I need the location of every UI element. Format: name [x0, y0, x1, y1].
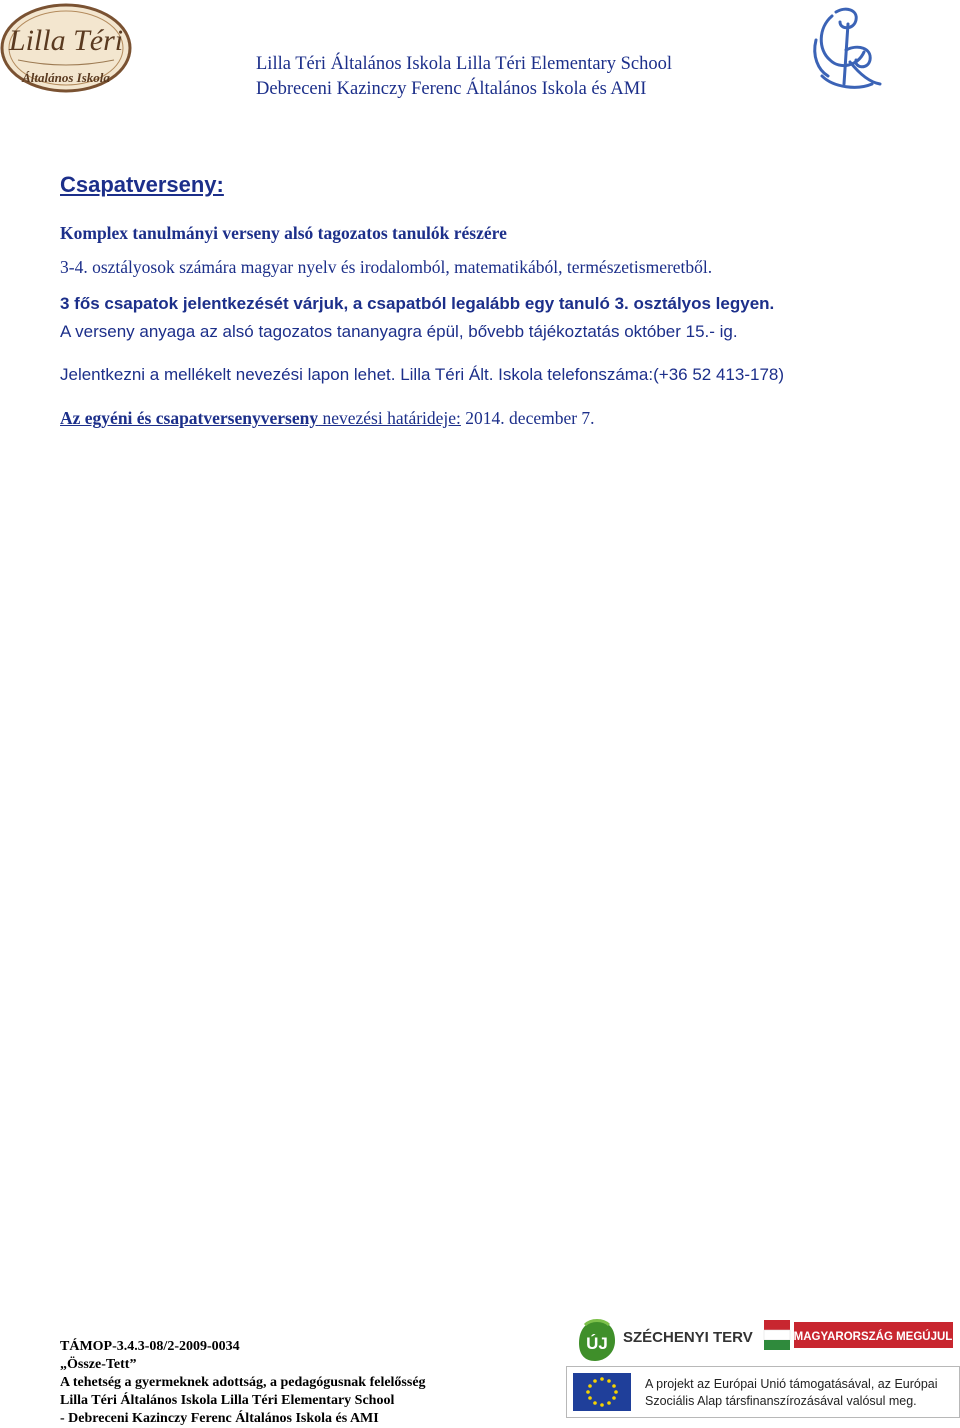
logo-text-bottom: Általános Iskola [22, 70, 110, 85]
footer-motto: A tehetség a gyermeknek adottság, a pedagógusnak felelősség [60, 1375, 426, 1390]
banner-label: MAGYARORSZÁG MEGÚJUL [793, 1331, 953, 1343]
header-block [256, 52, 776, 102]
deadline-bold-text: Az egyéni és csapatversenyverseny [60, 408, 319, 428]
info-line-grades: 3-4. osztályosok számára magyar nyelv és irodalomból, matematikából, természetismeretből. [60, 257, 713, 277]
deadline-line [60, 408, 595, 429]
footer-school-subname: - Debreceni Kazinczy Ferenc Általános Iskola és AMI [60, 1411, 379, 1426]
footer-project-name: „Össze-Tett” [60, 1357, 137, 1372]
eu-funding-notice [566, 1366, 960, 1418]
magyarorszag-megujul-banner [762, 1316, 955, 1354]
header-school-subname: Debreceni Kazinczy Ferenc Általános Iskola és AMI [256, 79, 647, 99]
page-title: Csapatverseny: [60, 172, 224, 197]
hu-flag-red-stripe [764, 1320, 790, 1330]
hu-flag-white-stripe [764, 1330, 790, 1340]
school-logo-lilla-teri [0, 2, 135, 94]
header-school-name: Lilla Téri Általános Iskola Lilla Téri Elementary School [256, 54, 672, 74]
deadline-label: nevezési határideje: [318, 408, 461, 428]
footer-project-code: TÁMOP-3.4.3-08/2-2009-0034 [60, 1339, 240, 1354]
footer-school-name: Lilla Téri Általános Iskola Lilla Téri Elementary School [60, 1393, 395, 1408]
szechenyi-badge-text: ÚJ [586, 1334, 608, 1353]
info-line-material: A verseny anyaga az alsó tagozatos tananyagra épül, bővebb tájékoztatás október 15.- ig. [60, 322, 738, 341]
szechenyi-terv-logo [575, 1317, 755, 1365]
hu-flag-green-stripe [764, 1340, 790, 1350]
eu-notice-line2: Szociális Alap társfinanszírozásával valósul meg. [645, 1394, 917, 1408]
competition-subtitle: Komplex tanulmányi verseny alsó tagozatos tanulók részére [60, 223, 507, 243]
szechenyi-label: SZÉCHENYI TERV [623, 1329, 753, 1346]
kazinczy-monogram-logo [810, 4, 886, 92]
logo-text-top: Lilla Téri [8, 24, 124, 57]
info-line-registration: Jelentkezni a mellékelt nevezési lapon lehet. Lilla Téri Ált. Iskola telefonszáma:(+36 52 413-178) [60, 365, 785, 384]
deadline-date: 2014. december 7. [460, 408, 595, 428]
eu-notice-line1: A projekt az Európai Unió támogatásával, az Európai [645, 1377, 938, 1391]
info-line-teams: 3 fős csapatok jelentkezését várjuk, a csapatból legalább egy tanuló 3. osztályos legyen. [60, 294, 775, 313]
footer-text-block [60, 1338, 426, 1428]
